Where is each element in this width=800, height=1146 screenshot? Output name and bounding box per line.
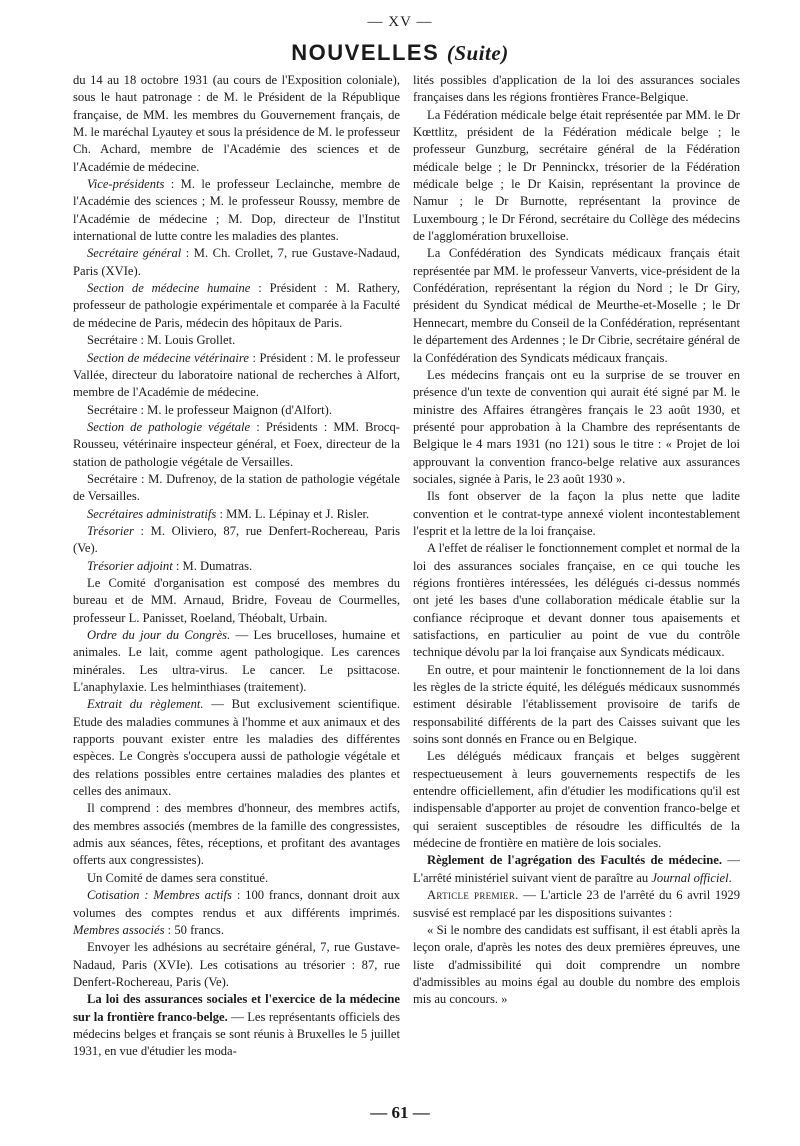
paragraph [73, 245, 400, 280]
paragraph: « Si le nombre des candidats est suffisant, il est établi après la leçon orale, d'après les notes des deux premières épreuves, une liste d'admissibilité qui doit comprendre un nombre d'admissibles au moins égal au double du nombre des emplois mis au concours. » [413, 922, 740, 1007]
paragraph [73, 280, 400, 332]
paragraph-text: — L'arrêté ministériel suivant vient de paraître au [413, 853, 740, 885]
paragraph [73, 523, 400, 558]
paragraph-text: : Président : M. Rathery, professeur de pathologie expérimentale et comparée à la Faculté de médecine de Paris, médecin des hôpitaux de Paris. [73, 281, 400, 330]
title-main: NOUVELLES [291, 40, 440, 65]
paragraph-text: : Présidents : MM. Brocq-Rousseu, vétérinaire inspecteur général, et Foex, directeur de la station de pathologie végétale de Versailles. [73, 419, 400, 469]
paragraph-text: : 50 francs. [164, 922, 224, 937]
page-number: — 61 — [370, 1103, 430, 1122]
paragraph-text: : M. Dumatras. [172, 558, 253, 573]
paragraph: Les délégués médicaux français et belges suggèrent respectueusement à leurs gouvernements respectifs de les entendre officiellement, afin d'étudier les modifications qu'il est indispensable d'apporter au projet de convention franco-belge et qui seraient susceptibles de résoudre les difficultés de la médecine de frontière en matière de lois sociales. [413, 749, 740, 851]
paragraph: Envoyer les adhésions au secrétaire général, 7, rue Gustave-Nadaud, Paris (XVIe). Les cotisations au trésorier : 87, rue Denfert-Rochereau, Paris (Ve). [73, 940, 400, 989]
paragraph [413, 852, 740, 887]
label-tresorier: Trésorier [87, 523, 134, 538]
paragraph: Le Comité d'organisation est composé des membres du bureau et de MM. Arnaud, Bridre, Foveau de Courmelles, professeur L. Panisset, Roeland, Théobalt, Urbain. [73, 575, 400, 625]
paragraph [73, 350, 400, 402]
article-heading: Règlement de l'agrégation des Facultés de médecine. [427, 853, 722, 868]
paragraph: lités possibles d'application de la loi des assurances sociales françaises dans les régions frontières France-Belgique. [413, 73, 740, 105]
left-column [73, 72, 400, 1096]
paragraph [73, 558, 400, 575]
paragraph [73, 627, 400, 696]
label-secretaire-general: Secrétaire général [87, 246, 182, 261]
paragraph-text: : M. Ch. Crollet, 7, rue Gustave-Nadaud, Paris (XVIe). [73, 246, 400, 278]
label-secretaires-administratifs: Secrétaires administratifs [87, 506, 217, 521]
paragraph-text: — Les brucelloses, humaine et animales. Le lait, comme agent pathologique. Les carences minérales. Les ultra-virus. Le cancer. Le psittacose. L'anaphylaxie. Les helminthiases (traitement). [73, 628, 400, 695]
label-section-medecine-humaine: Section de médecine humaine [87, 281, 251, 296]
paragraph [413, 887, 740, 922]
label-section-pathologie-vegetale: Section de pathologie végétale [87, 419, 251, 434]
paragraph [73, 176, 400, 245]
paragraph: La Fédération médicale belge était représentée par MM. le Dr Kœttlitz, président de la Fédération médicale belge ; le professeur Gunzburg, secrétaire général de la Fédération médicale belge ; le Dr Penninckx, trésorier de la Fédération médicale belge ; le Dr Kaisin, représentant la province de Namur ; le Dr Burnotte, représentant la province de Luxembourg ; le Dr Férond, secrétaire du Collège des médecins de l'agglomération bruxelloise. [413, 107, 740, 244]
paragraph-text: — But exclusivement scientifique. Etude des maladies communes à l'homme et aux animaux et des rapports pouvant exister entre les maladies des différentes espèces. Le Congrès s'occupera aussi de pathologie végétale et des relations possibles entre certaines maladies des plantes et celles des animaux. [73, 697, 400, 799]
paragraph: Il comprend : des membres d'honneur, des membres actifs, des membres associés (membres de la famille des congressistes, admis aux séances, fêtes, réceptions, et profitant des avantages offerts aux congressistes). [73, 801, 400, 868]
paragraph-text: — Les représentants officiels des médecins belges et français se sont réunis à Bruxelles le 5 juillet 1931, en vue d'étudier les moda- [73, 1009, 400, 1059]
paragraph: Secrétaire : M. le professeur Maignon (d'Alfort). [87, 402, 332, 417]
roman-page-number: — XV — [367, 14, 433, 30]
paragraph: Un Comité de dames sera constitué. [87, 870, 269, 885]
paragraph-text: — L'article 23 de l'arrêté du 6 avril 1929 susvisé est remplacé par les dispositions suivantes : [413, 888, 740, 920]
right-column [413, 72, 740, 1096]
paragraph: du 14 au 18 octobre 1931 (au cours de l'Exposition coloniale), sous le haut patronage : de M. le Président de la République française, de MM. les membres du Gouvernement français, de M. le maréchal Lyautey et sous la présidence de M. le professeur Ch. Achard, membre de l'Académie des sciences et de l'Académie de médecine. [73, 73, 400, 174]
paragraph [73, 887, 400, 939]
paragraph: Ils font observer de la façon la plus nette que ladite convention et le contrat-type annexé violent incontestablement l'esprit et la lettre de la loi française. [413, 489, 740, 538]
paragraph-text: : M. Oliviero, 87, rue Denfert-Rochereau, Paris (Ve). [73, 523, 400, 556]
paragraph: Secrétaire : M. Dufrenoy, de la station de pathologie végétale de Versailles. [73, 471, 400, 504]
paragraph: Secrétaire : M. Louis Grollet. [87, 333, 236, 348]
paragraph [73, 991, 400, 1060]
label-vice-presidents: Vice-présidents [87, 177, 165, 192]
paragraph: A l'effet de réaliser le fonctionnement complet et normal de la loi des assurances sociales française, en ce qui touche les régions frontières intéressées, les délégués ci-dessus nommés ont jeté les bases d'une collaboration médicale établie sur la confiance réciproque et devant donner tous apaisements et satisfactions, en particulier au point de vue du contrôle technique dévolu par la loi française aux Syndicats médicaux. [413, 541, 740, 660]
paragraph-text: : M. le professeur Leclainche, membre de l'Académie des sciences ; M. le professeur Roussy, membre de l'Académie de médecine ; M. Dop, directeur de l'Institut international de lutte contre les maladies des plantes. [73, 177, 400, 244]
paragraph-text: : MM. L. Lépinay et J. Risler. [216, 506, 370, 521]
article-premier-label: Article premier. [427, 888, 519, 903]
article-heading: La loi des assurances sociales et l'exercice de la médecine sur la frontière franco-belge. [73, 992, 400, 1024]
label-section-medecine-veterinaire: Section de médecine vétérinaire [87, 350, 249, 365]
journal-officiel-title: Journal officiel [651, 870, 729, 885]
paragraph-text: : Président : M. le professeur Vallée, directeur du laboratoire national de recherches à Alfort, membre de l'Académie de médecine. [73, 350, 400, 400]
label-membres-associes: Membres associés [73, 922, 165, 937]
title-suite: (Suite) [446, 41, 509, 65]
label-ordre-du-jour: Ordre du jour du Congrès. [87, 628, 231, 642]
label-tresorier-adjoint: Trésorier adjoint [87, 558, 173, 573]
paragraph-text: . [728, 870, 732, 885]
paragraph [73, 696, 400, 800]
paragraph [73, 419, 400, 471]
paragraph: En outre, et pour maintenir le fonctionnement de la loi dans les règles de la stricte équité, les délégués médicaux susnommés estiment désirable l'établissement provisoire de tarifs de responsabilité différents de la part des Caisses suivant que les soins sont donnés en France ou en Belgique. [413, 662, 740, 747]
paragraph [73, 506, 400, 523]
label-extrait-reglement: Extrait du règlement. [87, 697, 204, 712]
label-cotisation: Cotisation : Membres actifs [87, 888, 232, 903]
paragraph: La Confédération des Syndicats médicaux français était représentée par MM. le professeur Vanverts, vice-président de la Confédération, représentant la région du Nord ; le Dr Giry, président du Syndicat médical de Meurthe-et-Moselle ; le Dr Hennecart, membre du Conseil de la Confédération, représentant le département des Ardennes ; le Dr Cibrie, secrétaire général de la Confédération des Syndicats médicaux français. [413, 246, 740, 365]
paragraph: Les médecins français ont eu la surprise de se trouver en présence d'un texte de convention qui aurait été signé par M. le ministre des Affaires étrangères français le 23 août 1930, et présenté pour approbation à la Chambre des représentants de Belgique le 4 mars 1931 (no 121) sous le titre : « Projet de loi approuvant la convention franco-belge relative aux assurances sociales, signée à Paris, le 23 août 1930 ». [413, 367, 740, 486]
paragraph-text: : 100 francs, donnant droit aux volumes des comptes rendus et aux différents imprimés. [73, 888, 400, 920]
page-title [0, 40, 800, 66]
